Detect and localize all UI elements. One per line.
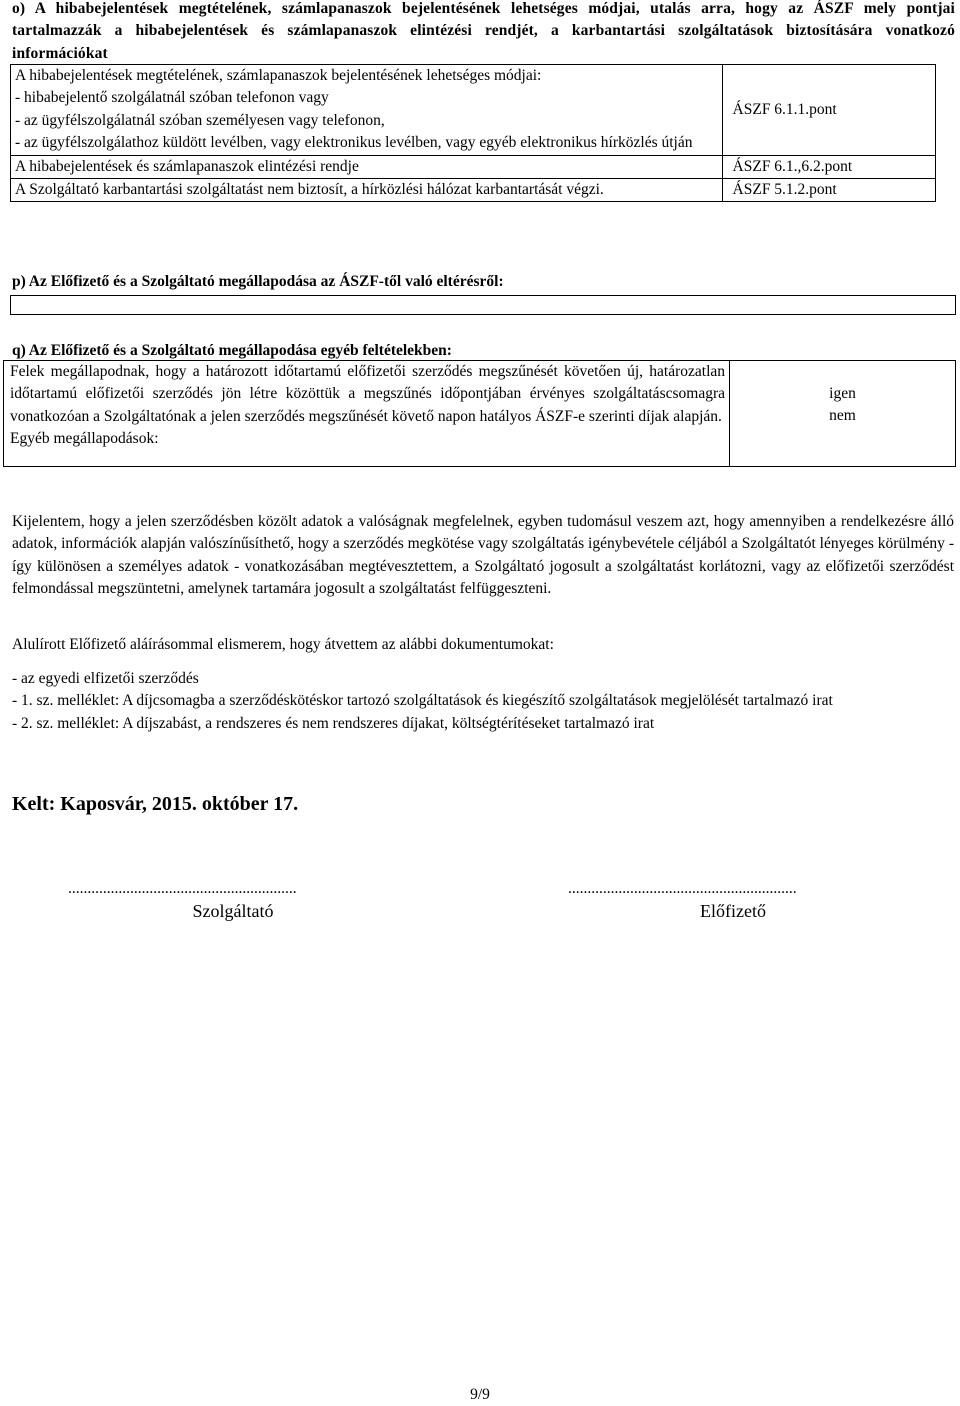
- declaration-paragraph: Kijelentem, hogy a jelen szerződésben közölt adatok a valóságnak megfelelnek, egyben tudomásul veszem azt, hogy amennyiben a rendelkezésre álló adatok, információk alapján valószínűsíthető, hogy a szerződés megkötése vagy szolgáltatás igénybevétele céljából a Szolgáltatót lényeges körülmény - így különösen a személyes adatok - vonatkozásában megtévesztettem, a Szolgáltató jogosult a szolgáltatást korlátozni, vagy az előfizetői szerződést felmondással megszüntetni, amelynek tartamára jogosult a szolgáltatást felfüggeszteni.: [12, 513, 954, 598]
- complaint-method-customer-service: - az ügyfélszolgálatnál szóban személyesen vagy telefonon,: [15, 111, 385, 129]
- provider-label: Szolgáltató: [192, 901, 274, 921]
- section-o-heading: o) A hibabejelentések megtételének, számlapanaszok bejelentésének lehetséges módjai, utalás arra, hogy az ÁSZF mely pontjai tartalmazzák a hibabejelentések és számlapanaszok elintézési rendjét, a karbantartási szolgáltatások biztosítására vonatkozó információkat: [12, 0, 955, 62]
- other-terms-table: [3, 360, 956, 467]
- page-number: 9/9: [470, 1386, 490, 1403]
- complaint-methods-cell: [11, 65, 723, 156]
- complaint-handling-cell: A hibabejelentések és számlapanaszok elintézési rendje: [11, 155, 723, 178]
- yes-no-options: [730, 361, 956, 467]
- option-no[interactable]: nem: [829, 407, 856, 425]
- complaint-method-letter: - az ügyfélszolgálathoz küldött levélben, vagy elektronikus levélben, vagy egyéb elektronikus hírközlés útján: [15, 134, 693, 152]
- section-q-heading: q) Az Előfizető és a Szolgáltató megállapodása egyéb feltételekben:: [12, 342, 452, 359]
- aszf-reference: ÁSZF 6.1.1.pont: [722, 65, 935, 156]
- provider-signature-block: [68, 880, 398, 924]
- acknowledgement-paragraph: Alulírott Előfizető aláírásommal elismerem, hogy átvettem az alábbi dokumentumokat:: [12, 636, 554, 653]
- subscriber-signature-block: [568, 880, 898, 924]
- aszf-reference: ÁSZF 6.1.,6.2.pont: [722, 155, 935, 178]
- option-yes[interactable]: igen: [829, 385, 856, 402]
- list-item: - 1. sz. melléklet: A díjcsomagba a szerződéskötéskor tartozó szolgáltatások és kiegészítő szolgáltatások megjelölését tartalmazó irat: [12, 692, 833, 710]
- list-item: - az egyedi elfizetői szerződés: [12, 670, 199, 687]
- other-terms-cell: [4, 361, 730, 467]
- list-item: - 2. sz. melléklet: A díjszabást, a rendszeres és nem rendszeres díjakat, költségtérítéseket tartalmazó irat: [12, 714, 655, 732]
- table-row: [4, 361, 956, 467]
- other-agreements-label: Egyéb megállapodások:: [10, 430, 159, 448]
- received-documents-list: [12, 668, 954, 735]
- maintenance-cell: A Szolgáltató karbantartási szolgáltatást nem biztosít, a hírközlési hálózat karbantartását végzi.: [11, 179, 723, 202]
- complaint-method-hotline: - hibabejelentő szolgálatnál szóban telefonon vagy: [15, 89, 329, 107]
- deviation-agreement-box: [10, 295, 956, 315]
- complaint-procedure-table: [10, 64, 936, 202]
- subscriber-label: Előfizető: [700, 901, 766, 921]
- table-row: [11, 179, 936, 202]
- section-p-heading: p) Az Előfizető és a Szolgáltató megállapodása az ÁSZF-től való eltérésről:: [12, 273, 504, 290]
- signature-line: ...........................................................: [568, 880, 797, 897]
- table-row: [11, 155, 936, 178]
- aszf-reference: ÁSZF 5.1.2.pont: [722, 179, 935, 202]
- signature-line: ...........................................................: [68, 880, 297, 897]
- renewal-agreement-text: Felek megállapodnak, hogy a határozott időtartamú előfizetői szerződés megszűnését követően új, határozatlan időtartamú előfizetői szerződés jön létre közöttük a megszűnés időpontjában érvényes szolgáltatáscsomagra vonatkozóan a Szolgáltatónak a jelen szerződés megszűnését követő napon hatályos ÁSZF-e szerinti díjak alapján.: [10, 363, 725, 425]
- complaint-methods-intro: A hibabejelentések megtételének, számlapanaszok bejelentésének lehetséges módjai:: [15, 67, 542, 84]
- place-and-date: Kelt: Kaposvár, 2015. október 17.: [12, 793, 299, 815]
- table-row: [11, 65, 936, 156]
